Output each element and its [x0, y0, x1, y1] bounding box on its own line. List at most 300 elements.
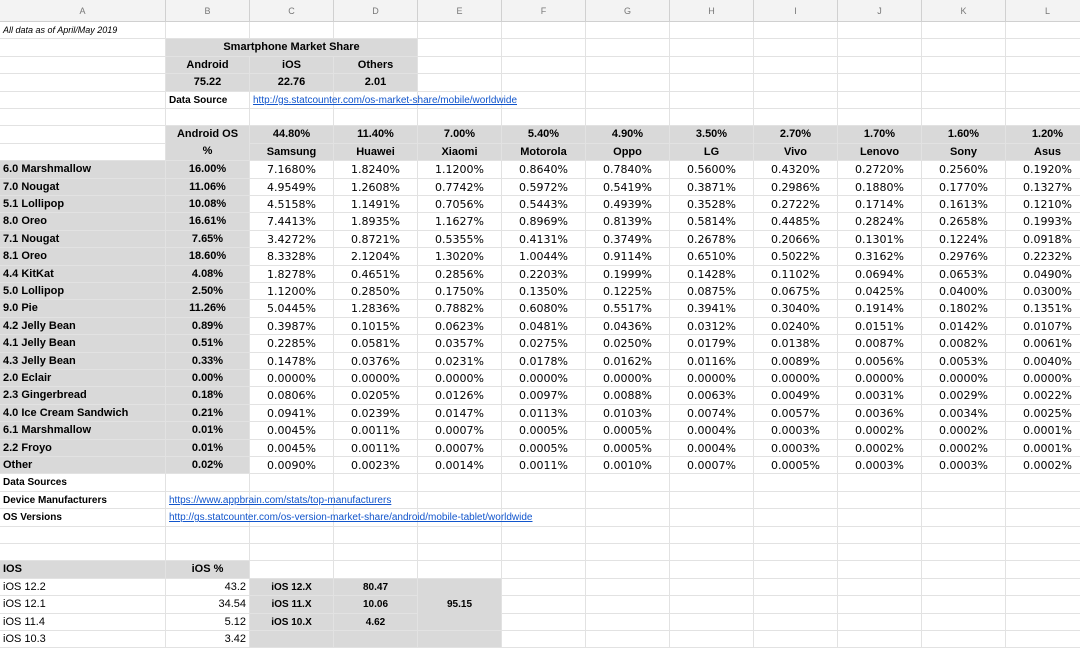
grid-cell[interactable] [334, 544, 418, 561]
share-value[interactable]: 0.0025% [1006, 405, 1080, 422]
share-value[interactable]: 0.4939% [586, 196, 670, 213]
manufacturer-name[interactable]: Samsung [250, 144, 334, 161]
grid-cell[interactable] [1006, 57, 1080, 74]
share-value[interactable]: 0.0002% [922, 422, 1006, 439]
grid-cell[interactable] [754, 614, 838, 631]
grid-cell[interactable] [754, 474, 838, 491]
share-value[interactable]: 0.6080% [502, 300, 586, 317]
share-value[interactable]: 0.1770% [922, 179, 1006, 196]
share-value[interactable]: 1.2608% [334, 179, 418, 196]
share-value[interactable]: 0.9114% [586, 248, 670, 265]
share-value[interactable]: 0.2850% [334, 283, 418, 300]
share-value[interactable]: 2.1204% [334, 248, 418, 265]
share-value[interactable]: 0.0675% [754, 283, 838, 300]
grid-cell[interactable] [922, 527, 1006, 544]
ios-header[interactable]: IOS [0, 561, 166, 578]
ios-version-pct[interactable]: 5.12 [166, 614, 250, 631]
ios-summary-version[interactable]: iOS 12.X [250, 579, 334, 596]
share-value[interactable]: 0.0694% [838, 266, 922, 283]
share-value[interactable]: 0.0918% [1006, 231, 1080, 248]
grid-cell[interactable] [586, 57, 670, 74]
android-version-pct[interactable]: 18.60% [166, 248, 250, 265]
grid-cell[interactable] [754, 22, 838, 39]
grid-cell[interactable] [922, 561, 1006, 578]
android-version[interactable]: 6.1 Marshmallow [0, 422, 166, 439]
share-value[interactable]: 0.2285% [250, 335, 334, 352]
ios-summary-version[interactable]: iOS 10.X [250, 614, 334, 631]
grid-cell[interactable] [838, 492, 922, 509]
manufacturer-share[interactable]: 4.90% [586, 126, 670, 143]
grid-cell[interactable] [838, 561, 922, 578]
grid-cell[interactable] [502, 631, 586, 648]
grid-cell[interactable] [838, 509, 922, 526]
share-value[interactable]: 0.8640% [502, 161, 586, 178]
android-version-pct[interactable]: 10.08% [166, 196, 250, 213]
share-value[interactable]: 0.0162% [586, 353, 670, 370]
share-value[interactable]: 0.0007% [418, 440, 502, 457]
grid-cell[interactable] [754, 527, 838, 544]
data-sources-title[interactable]: Data Sources [0, 474, 166, 491]
share-value[interactable]: 0.0007% [670, 457, 754, 474]
grid-cell[interactable] [670, 74, 754, 91]
share-value[interactable]: 0.0357% [418, 335, 502, 352]
android-version[interactable]: 6.0 Marshmallow [0, 161, 166, 178]
column-header-f[interactable]: F [502, 0, 586, 22]
share-value[interactable]: 0.2560% [922, 161, 1006, 178]
share-value[interactable]: 0.0010% [586, 457, 670, 474]
grid-cell[interactable] [418, 474, 502, 491]
grid-cell[interactable] [502, 544, 586, 561]
share-value[interactable]: 0.0005% [586, 440, 670, 457]
grid-cell[interactable] [922, 579, 1006, 596]
share-value[interactable]: 0.0000% [250, 370, 334, 387]
grid-cell[interactable] [922, 631, 1006, 648]
share-value[interactable]: 0.0400% [922, 283, 1006, 300]
grid-cell[interactable] [1006, 39, 1080, 56]
android-version-pct[interactable]: 0.89% [166, 318, 250, 335]
share-value[interactable]: 0.0005% [502, 422, 586, 439]
ios-version[interactable]: iOS 10.3 [0, 631, 166, 648]
share-value[interactable]: 0.0151% [838, 318, 922, 335]
share-value[interactable]: 0.5517% [586, 300, 670, 317]
share-value[interactable]: 1.8278% [250, 266, 334, 283]
share-value[interactable]: 0.2976% [922, 248, 1006, 265]
share-value[interactable]: 0.1015% [334, 318, 418, 335]
share-value[interactable]: 0.3871% [670, 179, 754, 196]
grid-cell[interactable] [250, 527, 334, 544]
share-value[interactable]: 0.0036% [838, 405, 922, 422]
share-value[interactable]: 0.7742% [418, 179, 502, 196]
share-value[interactable]: 0.1210% [1006, 196, 1080, 213]
ios-summary-pct[interactable]: 80.47 [334, 579, 418, 596]
grid-cell[interactable] [334, 527, 418, 544]
share-value[interactable]: 0.1350% [502, 283, 586, 300]
share-value[interactable]: 7.1680% [250, 161, 334, 178]
share-value[interactable]: 0.0031% [838, 387, 922, 404]
share-value[interactable]: 0.2232% [1006, 248, 1080, 265]
grid-cell[interactable] [922, 509, 1006, 526]
android-version-pct[interactable]: 0.51% [166, 335, 250, 352]
grid-cell[interactable] [670, 561, 754, 578]
ios-total[interactable]: 95.15 [418, 579, 502, 631]
android-version-pct[interactable]: 11.06% [166, 179, 250, 196]
share-value[interactable]: 0.0074% [670, 405, 754, 422]
share-value[interactable]: 0.0029% [922, 387, 1006, 404]
share-value[interactable]: 0.0002% [838, 422, 922, 439]
grid-cell[interactable] [838, 614, 922, 631]
source-link[interactable] [166, 509, 533, 526]
share-value[interactable]: 0.0116% [670, 353, 754, 370]
grid-cell[interactable] [670, 109, 754, 126]
share-value[interactable]: 0.5022% [754, 248, 838, 265]
share-value[interactable]: 0.1327% [1006, 179, 1080, 196]
share-value[interactable]: 0.6510% [670, 248, 754, 265]
grid-cell[interactable] [418, 561, 502, 578]
share-value[interactable]: 3.4272% [250, 231, 334, 248]
grid-cell[interactable] [922, 474, 1006, 491]
android-version-pct[interactable]: 0.01% [166, 440, 250, 457]
share-value[interactable]: 0.0312% [670, 318, 754, 335]
android-version-pct[interactable]: 16.61% [166, 213, 250, 230]
smartphone-label[interactable]: Android [166, 57, 250, 74]
grid-cell[interactable] [334, 22, 418, 39]
share-value[interactable]: 0.4651% [334, 266, 418, 283]
grid-cell[interactable] [418, 631, 502, 648]
share-value[interactable]: 0.0007% [418, 422, 502, 439]
column-header-b[interactable]: B [166, 0, 250, 22]
smartphone-label[interactable]: iOS [250, 57, 334, 74]
grid-cell[interactable] [166, 474, 250, 491]
share-value[interactable]: 0.3528% [670, 196, 754, 213]
grid-cell[interactable] [586, 474, 670, 491]
share-value[interactable]: 0.0014% [418, 457, 502, 474]
share-value[interactable]: 0.0003% [922, 457, 1006, 474]
ios-version[interactable]: iOS 12.1 [0, 596, 166, 613]
share-value[interactable]: 0.0000% [502, 370, 586, 387]
share-value[interactable]: 1.8240% [334, 161, 418, 178]
share-value[interactable]: 0.0002% [838, 440, 922, 457]
share-value[interactable]: 0.0005% [754, 457, 838, 474]
manufacturer-share[interactable]: 1.70% [838, 126, 922, 143]
share-value[interactable]: 0.2678% [670, 231, 754, 248]
grid-cell[interactable] [418, 57, 502, 74]
source-url[interactable]: http://gs.statcounter.com/os-version-market-share/android/mobile-tablet/worldwide [169, 512, 533, 524]
grid-cell[interactable] [502, 614, 586, 631]
grid-cell[interactable] [670, 527, 754, 544]
share-value[interactable]: 0.8969% [502, 213, 586, 230]
share-value[interactable]: 1.8935% [334, 213, 418, 230]
share-value[interactable]: 0.0000% [586, 370, 670, 387]
ios-pct-header[interactable]: iOS % [166, 561, 250, 578]
share-value[interactable]: 0.0000% [1006, 370, 1080, 387]
grid-cell[interactable] [0, 544, 166, 561]
share-value[interactable]: 0.1351% [1006, 300, 1080, 317]
grid-cell[interactable] [586, 527, 670, 544]
ios-summary-pct[interactable]: 10.06 [334, 596, 418, 613]
grid-cell[interactable] [754, 544, 838, 561]
ios-version[interactable]: iOS 11.4 [0, 614, 166, 631]
source-label[interactable]: Device Manufacturers [0, 492, 166, 509]
grid-cell[interactable] [754, 579, 838, 596]
share-value[interactable]: 0.1428% [670, 266, 754, 283]
android-version[interactable]: 5.1 Lollipop [0, 196, 166, 213]
grid-cell[interactable] [0, 74, 166, 91]
share-value[interactable]: 0.1993% [1006, 213, 1080, 230]
grid-cell[interactable] [838, 39, 922, 56]
share-value[interactable]: 0.3987% [250, 318, 334, 335]
share-value[interactable]: 0.0061% [1006, 335, 1080, 352]
ios-summary-version[interactable]: iOS 11.X [250, 596, 334, 613]
manufacturer-name[interactable]: Xiaomi [418, 144, 502, 161]
grid-cell[interactable] [922, 57, 1006, 74]
grid-cell[interactable] [754, 92, 838, 109]
data-source-label[interactable]: Data Source [166, 92, 250, 109]
grid-cell[interactable] [250, 109, 334, 126]
share-value[interactable]: 0.0045% [250, 422, 334, 439]
grid-cell[interactable] [0, 92, 166, 109]
share-value[interactable]: 0.0147% [418, 405, 502, 422]
manufacturer-share[interactable]: 3.50% [670, 126, 754, 143]
manufacturer-name[interactable]: Sony [922, 144, 1006, 161]
ios-summary-pct[interactable]: 4.62 [334, 614, 418, 631]
share-value[interactable]: 0.0126% [418, 387, 502, 404]
share-value[interactable]: 4.9549% [250, 179, 334, 196]
android-version-pct[interactable]: 4.08% [166, 266, 250, 283]
grid-cell[interactable] [838, 474, 922, 491]
share-value[interactable]: 0.0001% [1006, 422, 1080, 439]
share-value[interactable]: 0.1714% [838, 196, 922, 213]
ios-version-pct[interactable]: 3.42 [166, 631, 250, 648]
share-value[interactable]: 0.0097% [502, 387, 586, 404]
android-version[interactable]: 7.1 Nougat [0, 231, 166, 248]
grid-cell[interactable] [670, 596, 754, 613]
column-header-c[interactable]: C [250, 0, 334, 22]
grid-cell[interactable] [754, 57, 838, 74]
grid-cell[interactable] [586, 544, 670, 561]
share-value[interactable]: 0.7056% [418, 196, 502, 213]
share-value[interactable]: 0.0490% [1006, 266, 1080, 283]
grid-cell[interactable] [0, 57, 166, 74]
android-version[interactable]: 4.3 Jelly Bean [0, 353, 166, 370]
grid-cell[interactable] [502, 22, 586, 39]
manufacturer-share[interactable]: 1.60% [922, 126, 1006, 143]
column-header-i[interactable]: I [754, 0, 838, 22]
manufacturer-name[interactable]: Oppo [586, 144, 670, 161]
share-value[interactable]: 0.0049% [754, 387, 838, 404]
grid-cell[interactable] [586, 39, 670, 56]
grid-cell[interactable] [670, 492, 754, 509]
grid-cell[interactable] [754, 39, 838, 56]
grid-cell[interactable] [670, 509, 754, 526]
share-value[interactable]: 0.0003% [754, 422, 838, 439]
share-value[interactable]: 0.0250% [586, 335, 670, 352]
share-value[interactable]: 0.0088% [586, 387, 670, 404]
share-value[interactable]: 0.0941% [250, 405, 334, 422]
grid-cell[interactable] [250, 22, 334, 39]
android-version[interactable]: 2.2 Froyo [0, 440, 166, 457]
grid-cell[interactable] [754, 74, 838, 91]
manufacturer-name[interactable]: Motorola [502, 144, 586, 161]
column-header-a[interactable]: A [0, 0, 166, 22]
grid-cell[interactable] [502, 74, 586, 91]
grid-cell[interactable] [586, 509, 670, 526]
smartphone-value[interactable]: 2.01 [334, 74, 418, 91]
grid-cell[interactable] [838, 109, 922, 126]
android-version[interactable]: 7.0 Nougat [0, 179, 166, 196]
column-header-d[interactable]: D [334, 0, 418, 22]
grid-cell[interactable] [1006, 74, 1080, 91]
share-value[interactable]: 0.0057% [754, 405, 838, 422]
grid-cell[interactable] [418, 22, 502, 39]
grid-cell[interactable] [670, 57, 754, 74]
android-version-pct[interactable]: 0.18% [166, 387, 250, 404]
grid-cell[interactable] [922, 92, 1006, 109]
share-value[interactable]: 0.0002% [922, 440, 1006, 457]
share-value[interactable]: 0.1301% [838, 231, 922, 248]
share-value[interactable]: 0.0806% [250, 387, 334, 404]
share-value[interactable]: 0.7840% [586, 161, 670, 178]
share-value[interactable]: 0.0034% [922, 405, 1006, 422]
share-value[interactable]: 0.0011% [334, 422, 418, 439]
grid-cell[interactable] [166, 109, 250, 126]
column-header-e[interactable]: E [418, 0, 502, 22]
grid-cell[interactable] [922, 596, 1006, 613]
share-value[interactable]: 0.0045% [250, 440, 334, 457]
grid-cell[interactable] [754, 492, 838, 509]
grid-cell[interactable] [922, 74, 1006, 91]
share-value[interactable]: 0.0376% [334, 353, 418, 370]
grid-cell[interactable] [0, 144, 166, 161]
manufacturer-name[interactable]: Lenovo [838, 144, 922, 161]
grid-cell[interactable] [586, 579, 670, 596]
share-value[interactable]: 0.2203% [502, 266, 586, 283]
column-header-j[interactable]: J [838, 0, 922, 22]
share-value[interactable]: 0.0011% [334, 440, 418, 457]
share-value[interactable]: 0.1224% [922, 231, 1006, 248]
share-value[interactable]: 0.0004% [670, 440, 754, 457]
android-version[interactable]: 5.0 Lollipop [0, 283, 166, 300]
share-value[interactable]: 0.0040% [1006, 353, 1080, 370]
grid-cell[interactable] [502, 39, 586, 56]
share-value[interactable]: 0.5972% [502, 179, 586, 196]
data-source-url[interactable]: http://gs.statcounter.com/os-market-share/mobile/worldwide [253, 94, 517, 106]
share-value[interactable]: 0.0113% [502, 405, 586, 422]
share-value[interactable]: 0.5443% [502, 196, 586, 213]
manufacturer-name[interactable]: Huawei [334, 144, 418, 161]
share-value[interactable]: 0.0231% [418, 353, 502, 370]
android-version[interactable]: 8.0 Oreo [0, 213, 166, 230]
grid-cell[interactable] [250, 631, 334, 648]
grid-cell[interactable] [502, 109, 586, 126]
grid-cell[interactable] [838, 579, 922, 596]
grid-cell[interactable] [418, 39, 502, 56]
grid-cell[interactable] [418, 527, 502, 544]
grid-cell[interactable] [418, 544, 502, 561]
share-value[interactable]: 0.0581% [334, 335, 418, 352]
grid-cell[interactable] [1006, 614, 1080, 631]
grid-cell[interactable] [922, 614, 1006, 631]
grid-cell[interactable] [670, 474, 754, 491]
grid-cell[interactable] [670, 22, 754, 39]
share-value[interactable]: 0.0000% [838, 370, 922, 387]
android-version[interactable]: 2.0 Eclair [0, 370, 166, 387]
grid-cell[interactable] [502, 57, 586, 74]
grid-cell[interactable] [586, 561, 670, 578]
share-value[interactable]: 0.1478% [250, 353, 334, 370]
share-value[interactable]: 0.0082% [922, 335, 1006, 352]
share-value[interactable]: 0.1102% [754, 266, 838, 283]
share-value[interactable]: 0.2066% [754, 231, 838, 248]
column-header-g[interactable]: G [586, 0, 670, 22]
share-value[interactable]: 0.5814% [670, 213, 754, 230]
column-header-l[interactable]: L [1006, 0, 1080, 22]
manufacturer-name[interactable]: LG [670, 144, 754, 161]
share-value[interactable]: 0.0011% [502, 457, 586, 474]
grid-cell[interactable] [166, 22, 250, 39]
android-version-pct[interactable]: 0.01% [166, 422, 250, 439]
android-version[interactable]: 4.0 Ice Cream Sandwich [0, 405, 166, 422]
grid-cell[interactable] [1006, 109, 1080, 126]
share-value[interactable]: 0.1880% [838, 179, 922, 196]
share-value[interactable]: 1.2836% [334, 300, 418, 317]
share-value[interactable]: 1.3020% [418, 248, 502, 265]
grid-cell[interactable] [586, 631, 670, 648]
share-value[interactable]: 0.0107% [1006, 318, 1080, 335]
grid-cell[interactable] [922, 109, 1006, 126]
share-value[interactable]: 0.0436% [586, 318, 670, 335]
grid-cell[interactable] [0, 527, 166, 544]
share-value[interactable]: 0.0240% [754, 318, 838, 335]
grid-cell[interactable] [1006, 579, 1080, 596]
grid-cell[interactable] [0, 39, 166, 56]
android-version[interactable]: 8.1 Oreo [0, 248, 166, 265]
share-value[interactable]: 1.1200% [250, 283, 334, 300]
grid-cell[interactable] [250, 561, 334, 578]
share-value[interactable]: 0.0138% [754, 335, 838, 352]
grid-cell[interactable] [1006, 596, 1080, 613]
share-value[interactable]: 0.0053% [922, 353, 1006, 370]
grid-cell[interactable] [922, 492, 1006, 509]
grid-cell[interactable] [250, 474, 334, 491]
grid-cell[interactable] [166, 527, 250, 544]
share-value[interactable]: 4.5158% [250, 196, 334, 213]
share-value[interactable]: 5.0445% [250, 300, 334, 317]
data-date-note[interactable]: All data as of April/May 2019 [0, 22, 166, 39]
grid-cell[interactable] [922, 544, 1006, 561]
grid-cell[interactable] [250, 544, 334, 561]
manufacturer-share[interactable]: 2.70% [754, 126, 838, 143]
grid-cell[interactable] [1006, 92, 1080, 109]
share-value[interactable]: 7.4413% [250, 213, 334, 230]
share-value[interactable]: 0.0000% [334, 370, 418, 387]
grid-cell[interactable] [754, 596, 838, 613]
share-value[interactable]: 0.0205% [334, 387, 418, 404]
android-version[interactable]: Other [0, 457, 166, 474]
grid-cell[interactable] [586, 22, 670, 39]
grid-cell[interactable] [334, 109, 418, 126]
grid-cell[interactable] [418, 109, 502, 126]
grid-cell[interactable] [754, 509, 838, 526]
share-value[interactable]: 0.0623% [418, 318, 502, 335]
share-value[interactable]: 0.1999% [586, 266, 670, 283]
share-value[interactable]: 0.0090% [250, 457, 334, 474]
grid-cell[interactable] [922, 39, 1006, 56]
grid-cell[interactable] [334, 631, 418, 648]
grid-cell[interactable] [334, 561, 418, 578]
grid-cell[interactable] [754, 109, 838, 126]
ios-version-pct[interactable]: 34.54 [166, 596, 250, 613]
grid-cell[interactable] [586, 614, 670, 631]
